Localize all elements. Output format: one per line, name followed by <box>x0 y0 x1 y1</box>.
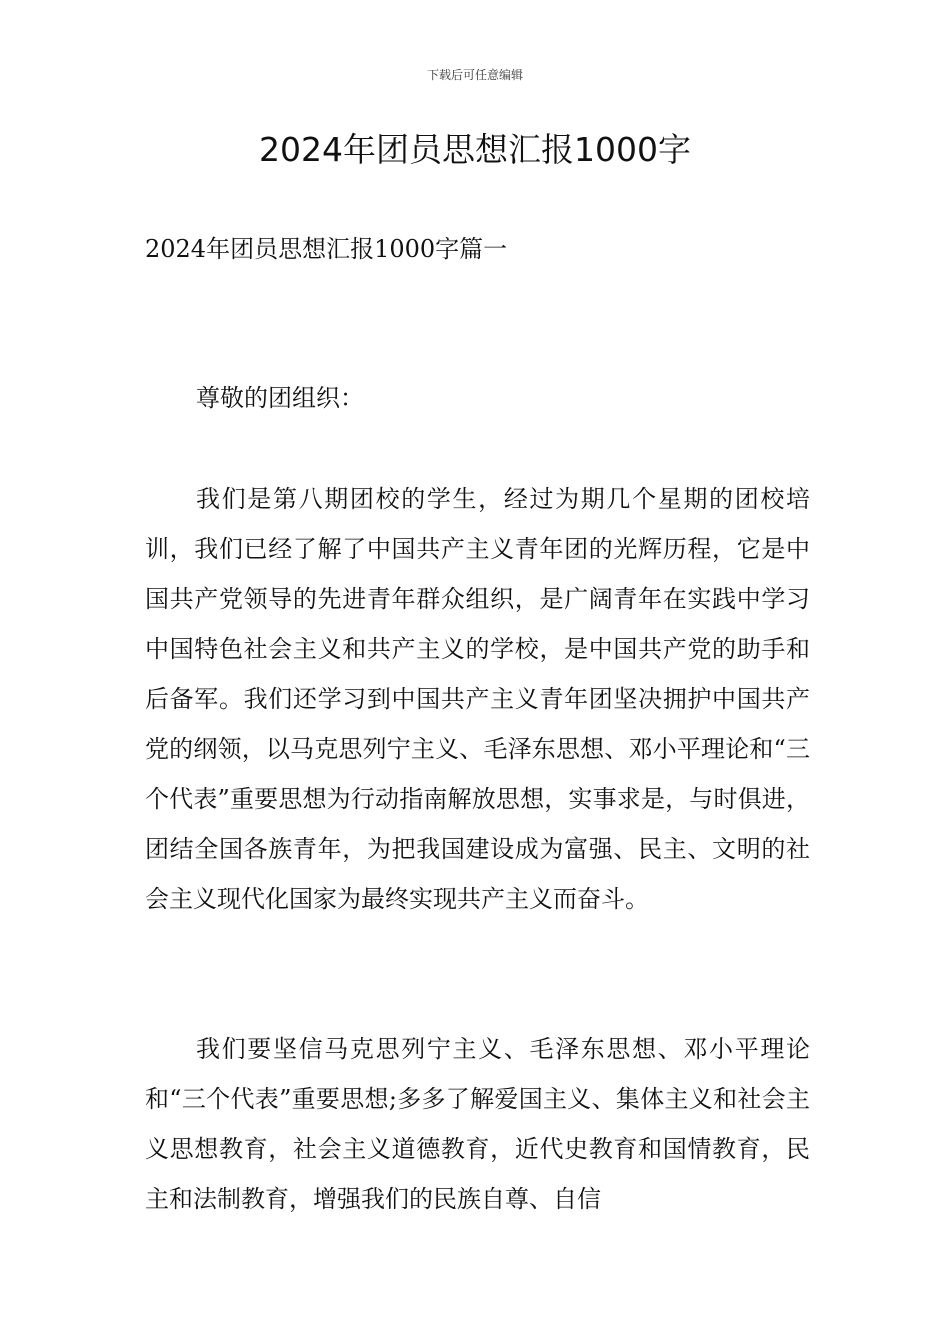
document-title: 2024年团员思想汇报1000字 <box>259 130 691 169</box>
body-paragraph-1: 我们是第八期团校的学生，经过为期几个星期的团校培训，我们已经了解了中国共产主义青年团的光辉历程，它是中国共产党领导的先进青年群众组织，是广阔青年在实践中学习中国特色社会主义和共产主义的学校，是中国共产党的助手和后备军。我们还学习到中国共产主义青年团坚决拥护中国共产党的纲领，以马克思列宁主义、毛泽东思想、邓小平理论和“三个代表”重要思想为行动指南解放思想，实事求是，与时俱进，团结全国各族青年，为把我国建设成为富强、民主、文明的社会主义现代化国家为最终实现共产主义而奋斗。 <box>145 485 810 913</box>
page-header-note: 下载后可任意编辑 <box>426 68 523 82</box>
body-paragraph-2: 我们要坚信马克思列宁主义、毛泽东思想、邓小平理论和“三个代表”重要思想;多多了解爱国主义、集体主义和社会主义思想教育，社会主义道德教育，近代史教育和国情教育，民主和法制教育，增强我们的民族自尊、自信 <box>145 1035 810 1213</box>
salutation: 尊敬的团组织： <box>196 384 364 412</box>
section-heading: 2024年团员思想汇报1000字篇一 <box>145 235 508 263</box>
